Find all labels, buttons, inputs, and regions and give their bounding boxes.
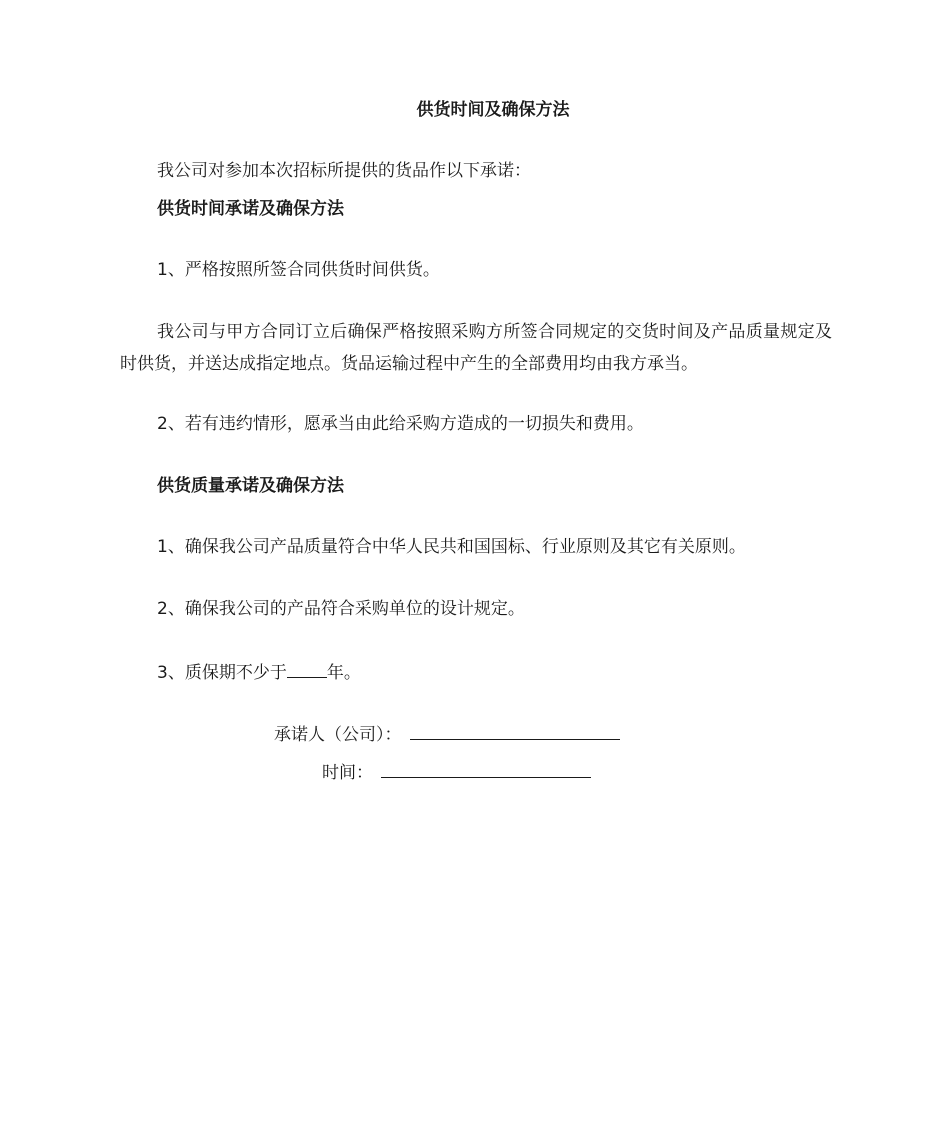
section1-heading: 供货时间承诺及确保方法 [157,199,344,219]
section1-item2: 2、若有违约情形，愿承当由此给采购方造成的一切损失和费用。 [157,414,644,434]
date-label: 时间： [322,763,373,783]
section2-item3 [157,659,361,685]
section2-heading: 供货质量承诺及确保方法 [157,476,344,496]
document-title: 供货时间及确保方法 [416,100,570,120]
warranty-years-blank[interactable] [287,659,327,678]
promisor-row [274,721,620,747]
date-signature-line[interactable] [381,759,591,778]
promisor-signature-line[interactable] [410,721,620,740]
section2-item1: 1、确保我公司产品质量符合中华人民共和国国标、行业原则及其它有关原则。 [157,537,746,557]
section2-item2: 2、确保我公司的产品符合采购单位的设计规定。 [157,599,525,619]
section1-item1: 1、严格按照所签合同供货时间供货。 [157,260,440,280]
section1-paragraph: 我公司与甲方合同订立后确保严格按照采购方所签合同规定的交货时间及产品质量规定及时供货，并送达成指定地点。货品运输过程中产生的全部费用均由我方承当。 [120,322,832,374]
warranty-prefix: 3、质保期不少于 [157,663,287,683]
date-row [322,759,591,785]
intro-text: 我公司对参加本次招标所提供的货品作以下承诺： [157,161,531,181]
warranty-suffix: 年。 [326,663,361,683]
promisor-label: 承诺人（公司）： [274,725,402,745]
